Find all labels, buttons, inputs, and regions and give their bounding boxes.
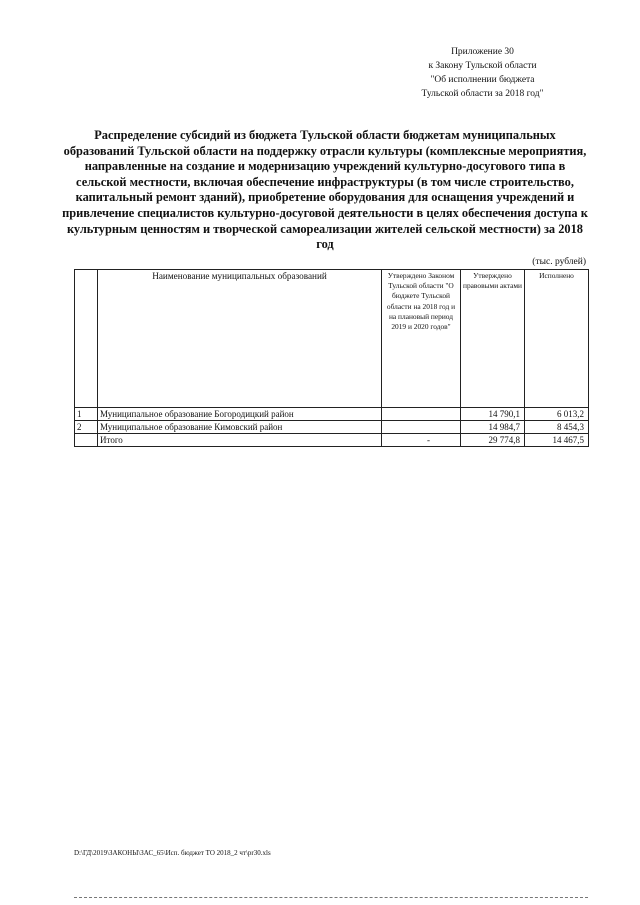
row-approved-law [382,421,461,434]
unit-label: (тыс. рублей) [532,257,586,267]
total-row [75,434,589,447]
row-approved-acts: 14 790,1 [461,408,525,421]
appendix-line: к Закону Тульской области [428,61,537,71]
row-executed: 8 454,3 [525,421,589,434]
row-approved-acts: 14 984,7 [461,421,525,434]
row-number: 1 [75,408,98,421]
appendix-line: Приложение 30 [451,47,514,57]
total-number [75,434,98,447]
total-approved-law: - [382,434,461,447]
total-executed: 14 467,5 [525,434,589,447]
row-name: Муниципальное образование Кимовский район [98,421,382,434]
header-name: Наименование муниципальных образований [98,270,382,408]
row-name: Муниципальное образование Богородицкий район [98,408,382,421]
appendix-line: Тульской области за 2018 год" [421,89,544,99]
total-label: Итого [98,434,382,447]
subsidy-table [74,269,589,447]
header-approved-law: Утверждено Законом Тульской области "О бюджете Тульской области на 2018 год и на плановый период 2019 и 2020 годов" [382,270,461,408]
document-title: Распределение субсидий из бюджета Тульской области бюджетам муниципальных образований Тульской области на поддержку отрасли культуры (комплексные мероприятия, направленные на создание и модернизацию учреждений культурно-досугового типа в сельской местности, включая обеспечение инфраструктуры (в том числе строительство, капитальный ремонт зданий), приобретение оборудования для оснащения учреждений и привлечение специалистов культурно-досуговой деятельности в целях обеспечения доступа к культурным ценностям и творческой самореализации жителей сельской местности) за 2018 год [62,128,588,252]
header-num [75,270,98,408]
header-approved-acts: Утверждено правовыми актами [461,270,525,408]
file-path-footer: D:\ГД\2019\ЗАКОНЫ\ЗАС_65\Исп. бюджет ТО 2018_2 чт\pr30.xls [74,849,271,857]
appendix-note [405,45,560,101]
bottom-divider [74,897,588,898]
row-number: 2 [75,421,98,434]
total-approved-acts: 29 774,8 [461,434,525,447]
row-executed: 6 013,2 [525,408,589,421]
header-executed: Исполнено [525,270,589,408]
row-approved-law [382,408,461,421]
header-row [75,270,589,408]
table-row [75,421,589,434]
table-row [75,408,589,421]
appendix-line: "Об исполнении бюджета [430,75,535,85]
